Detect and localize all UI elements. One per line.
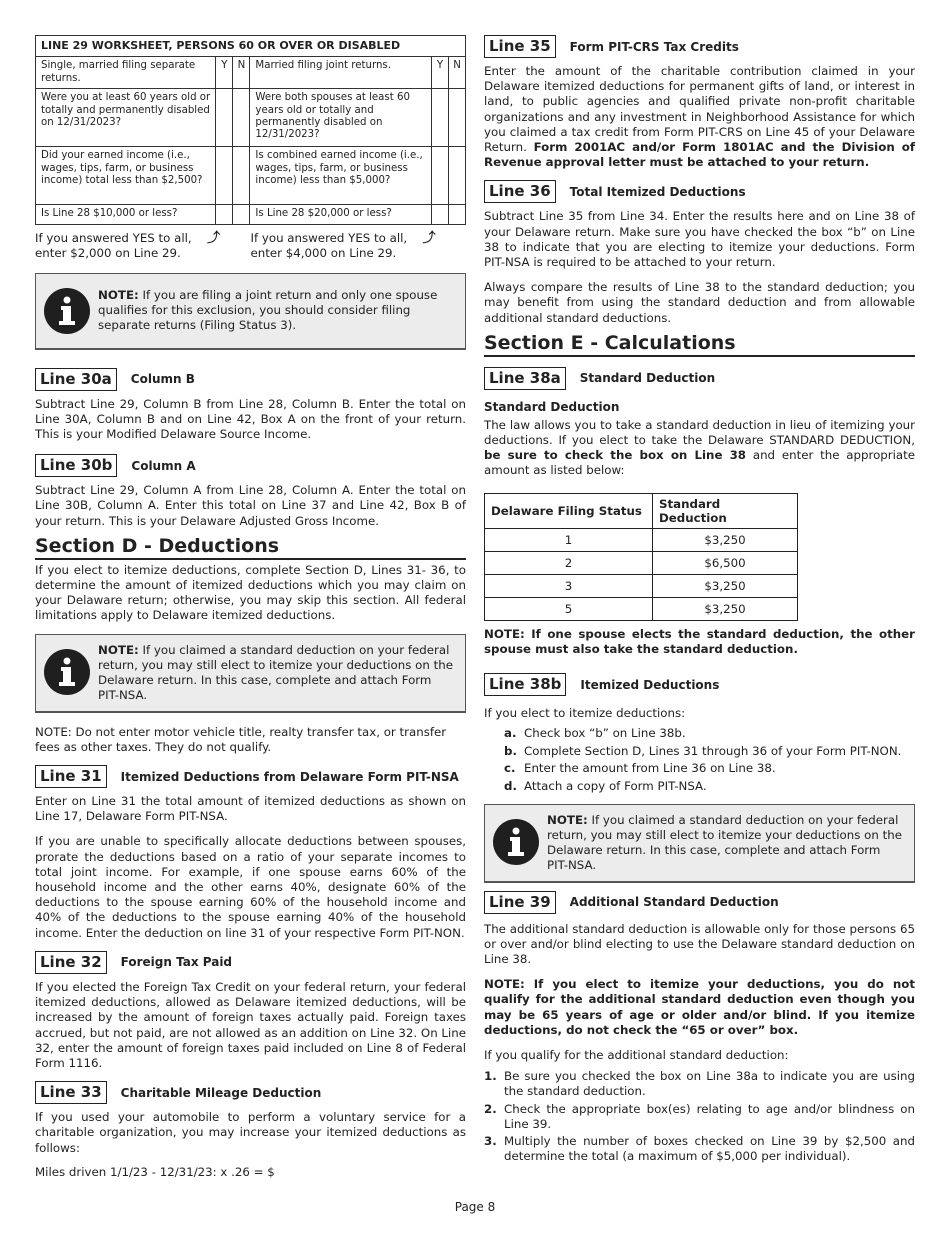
line-title: Itemized Deductions from Delaware Form PIT-NSA [120,769,459,784]
yes-checkbox[interactable] [216,147,233,205]
line-number-box: Line 36 [484,180,556,203]
deduction-amount-cell: $3,250 [653,528,798,551]
list-item [504,760,915,778]
note-box-itemize [484,804,915,883]
note-label: NOTE: [547,812,588,827]
list-item [504,743,915,761]
list-marker: c. [504,761,516,776]
note-text: If you are filing a joint return and only one spouse qualifies for this exclusion, you should consider filing separate returns (Filing Status 3). [98,287,438,332]
worksheet-right-header: Married filing joint returns. [250,57,432,89]
yes-checkbox[interactable] [432,205,449,224]
yes-checkbox[interactable] [432,89,449,147]
line36-heading [484,180,915,203]
worksheet-results [35,231,466,261]
no-checkbox[interactable] [233,205,250,224]
table-header: Delaware Filing Status [485,493,653,528]
line30a-body: Subtract Line 29, Column B from Line 28, Column B. Enter the total on Line 30A, Column B and on Line 42, Box A on the front of your return. This is your Modified Delaware Source Income. [35,396,466,442]
note-box-standard-deduction [35,634,466,713]
worksheet-result-joint: If you answered YES to all, enter $4,000 on Line 29. [250,230,408,260]
line35-bold-text: Form 2001AC and/or Form 1801AC and the Division of Revenue approval letter must be attached to your return. [484,140,915,170]
yes-column-header: Y [432,57,449,89]
right-column [484,35,915,1164]
line30b-heading [35,454,466,477]
line-number-box: Line 31 [35,765,107,788]
table-row [485,597,798,620]
list-marker: d. [504,779,517,794]
table-row [485,574,798,597]
list-marker: b. [504,743,517,758]
worksheet-question: Did your earned income (i.e., wages, tips, farm, or business income) total less than $2,500? [36,147,216,205]
standard-deduction-table [484,493,798,621]
section-d-body: If you elect to itemize deductions, complete Section D, Lines 31- 36, to determine the amount of itemized deductions which you may claim on your Delaware return; otherwise, you may skip this section. All federal limitations apply to Delaware itemized deductions. [35,562,466,623]
no-checkbox[interactable] [233,89,250,147]
worksheet-question: Is combined earned income (i.e., wages, tips, farm, or business income) less than $5,000? [250,147,432,205]
list-text: Check the appropriate box(es) relating to age and/or blindness on Line 39. [504,1101,915,1131]
line-number-box: Line 30b [35,454,117,477]
line38a-text: The law allows you to take a standard deduction in lieu of itemizing your deductions. If you elect to take the Delaware STANDARD DEDUCTION, [484,417,915,448]
arrow-up-icon: ⤴ [207,230,221,246]
note-text: If you claimed a standard deduction on your federal return, you may still elect to itemize your deductions on the Delaware return. In this case, complete and attach Form PIT-NSA. [547,812,902,872]
line39-heading [484,891,915,914]
left-column [35,35,466,1180]
info-icon [493,819,539,865]
list-text: Check box “b” on Line 38b. [524,726,686,741]
deduction-amount-cell: $3,250 [653,574,798,597]
table-row [485,551,798,574]
yes-checkbox[interactable] [216,205,233,224]
line38b-heading [484,673,915,696]
table-header: Standard Deduction [653,493,798,528]
filing-status-cell: 5 [485,597,653,620]
line-title: Standard Deduction [579,371,716,386]
worksheet-question: Were both spouses at least 60 years old or totally and permanently disabled on 12/31/2023? [250,89,432,147]
list-text: Enter the amount from Line 36 on Line 38. [524,761,776,776]
line31-heading [35,765,466,788]
miles-driven-line: Miles driven 1/1/23 - 12/31/23: x .26 = $ [35,1164,275,1179]
line-title: Charitable Mileage Deduction [120,1085,322,1100]
itemize-steps-list [484,725,915,795]
worksheet-question: Is Line 28 $20,000 or less? [250,205,432,224]
line38a-text: and enter the appropriate amount as listed below: [484,448,916,478]
additional-deduction-steps-list [484,1069,915,1164]
line32-heading [35,951,466,974]
line-title: Column B [130,372,195,387]
line-number-box: Line 30a [35,368,117,391]
line30a-heading [35,368,466,391]
deduction-amount-cell: $6,500 [653,551,798,574]
line31-body: If you are unable to specifically allocate deductions between spouses, prorate the deductions based on a ratio of your separate incomes to total joint income. For example, if one spouse earns 60% of the household income and the other earns 40%, designate 60% of the deductions to the spouse earning 60% of the household income and 40% of the deductions to the spouse earning 40% of the household income. Enter the deduction on line 31 of your respective Form PIT-NON. [35,834,466,940]
motor-vehicle-note: NOTE: Do not enter motor vehicle title, realty transfer tax, or transfer fees as other taxes. They do not qualify. [35,724,447,754]
line38a-bold-text: be sure to check the box on Line 38 [484,448,747,463]
line38a-heading [484,367,915,390]
line39-bold-note: NOTE: If you elect to itemize your deductions, you do not qualify for the additional standard deduction even though you may be 65 years of age or older and/or blind. If you itemize deductions, do not check the “65 or over” box. [484,977,915,1037]
list-item [504,725,915,743]
line-title: Additional Standard Deduction [569,895,779,910]
yes-column-header: Y [216,57,233,89]
line-number-box: Line 39 [484,891,556,914]
no-column-header: N [233,57,250,89]
arrow-up-icon: ⤴ [422,230,436,246]
line-number-box: Line 38a [484,367,566,390]
list-item [484,1134,915,1164]
line-number-box: Line 32 [35,951,107,974]
list-marker: 3. [484,1134,497,1149]
line35-text: Enter the amount of the charitable contribution claimed in your Delaware itemized deductions for permanent gifts of land, or interest in land, to public agencies and qualified private non-profit charitable organizations and any investment in Neighborhood Assistance for which you claimed a tax credit from Form PIT-CRS on Line 45 of your Delaware Return. [484,64,915,155]
line39-body: The additional standard deduction is allowable only for those persons 65 or over and/or blind electing to use the Delaware standard deduction on Line 38. [484,921,915,967]
line39-intro: If you qualify for the additional standard deduction: [484,1048,789,1063]
line-title: Total Itemized Deductions [569,184,746,199]
line-title: Itemized Deductions [580,677,720,692]
list-marker: 2. [484,1101,497,1116]
filing-status-cell: 2 [485,551,653,574]
line-title: Form PIT-CRS Tax Credits [569,39,739,54]
list-text: Be sure you checked the box on Line 38a to indicate you are using the standard deduction. [504,1069,915,1099]
deduction-amount-cell: $3,250 [653,597,798,620]
no-column-header: N [449,57,466,89]
spouse-standard-deduction-note: NOTE: If one spouse elects the standard deduction, the other spouse must also take the standard deduction. [484,626,915,656]
line29-worksheet-table [35,35,466,225]
filing-status-cell: 3 [485,574,653,597]
yes-checkbox[interactable] [216,89,233,147]
worksheet-left-header: Single, married filing separate returns. [36,57,216,89]
line33-heading [35,1081,466,1104]
list-text: Attach a copy of Form PIT-NSA. [524,779,707,794]
note-label: NOTE: [98,642,139,657]
line36-body: Subtract Line 35 from Line 34. Enter the results here and on Line 38 of your Delaware return. Make sure you have checked the box “b” on Line 38 to indicate that you are electing to itemize your deductions. Form PIT-NSA is required to be attached to your return. [484,209,915,270]
line-number-box: Line 38b [484,673,566,696]
worksheet-question: Is Line 28 $10,000 or less? [36,205,216,224]
line-number-box: Line 35 [484,35,556,58]
line30b-body: Subtract Line 29, Column A from Line 28, Column A. Enter the total on Line 30B, Column A. Enter this total on Line 37 and Line 42, Box B of your return. This is your Delaware Adjusted Gross Income. [35,483,466,528]
note-box-joint-return [35,273,466,350]
line33-body: If you used your automobile to perform a voluntary service for a charitable organization, you may increase your itemized deductions as follows: [35,1110,466,1155]
note-text: If you claimed a standard deduction on your federal return, you may still elect to itemize your deductions on the Delaware return. In this case, complete and attach Form PIT-NSA. [98,642,453,702]
line35-heading [484,35,915,58]
standard-deduction-subheading: Standard Deduction [484,399,620,414]
line36-body: Always compare the results of Line 38 to the standard deduction; you may benefit from using the standard deduction and from allowable additional standard deductions. [484,280,915,325]
line-title: Column A [131,458,196,473]
line38a-body [484,418,915,479]
list-text: Multiply the number of boxes checked on Line 39 by $2,500 and determine the total (a maximum of $5,000 per individual). [504,1134,915,1164]
list-item [484,1069,915,1099]
line38b-intro: If you elect to itemize deductions: [484,706,686,721]
page-number: Page 8 [454,1200,496,1214]
worksheet-question: Were you at least 60 years old or totally and permanently disabled on 12/31/2023? [36,89,216,147]
no-checkbox[interactable] [449,89,466,147]
list-item [504,778,915,796]
line32-body: If you elected the Foreign Tax Credit on your federal return, your federal itemized deductions, allowed as Delaware itemized deductions, will be increased by the amount of foreign taxes actually paid. Foreign taxes accrued, but not paid, are not allowed as an addition on Line 32. On Line 32, enter the amount of foreign taxes paid included on Line 8 of Federal Form 1116. [35,979,467,1070]
no-checkbox[interactable] [233,147,250,205]
line-title: Foreign Tax Paid [120,955,233,970]
yes-checkbox[interactable] [432,147,449,205]
filing-status-cell: 1 [485,528,653,551]
section-d-heading: Section D - Deductions [35,535,466,560]
list-item [484,1102,915,1132]
table-row [485,528,798,551]
no-checkbox[interactable] [449,205,466,224]
line31-body: Enter on Line 31 the total amount of itemized deductions as shown on Line 17, Delaware Form PIT-NSA. [35,794,466,824]
line-number-box: Line 33 [35,1081,107,1104]
no-checkbox[interactable] [449,147,466,205]
list-text: Complete Section D, Lines 31 through 36 of your Form PIT-NON. [524,743,902,758]
section-e-heading: Section E - Calculations [484,332,915,357]
worksheet-title: LINE 29 WORKSHEET, PERSONS 60 OR OVER OR DISABLED [36,36,466,57]
worksheet-result-single: If you answered YES to all, enter $2,000 on Line 29. [35,230,192,260]
note-label: NOTE: [98,287,139,302]
line35-body [484,64,915,170]
info-icon [44,649,90,695]
list-marker: 1. [484,1069,497,1084]
info-icon [44,288,90,334]
list-marker: a. [504,726,517,741]
